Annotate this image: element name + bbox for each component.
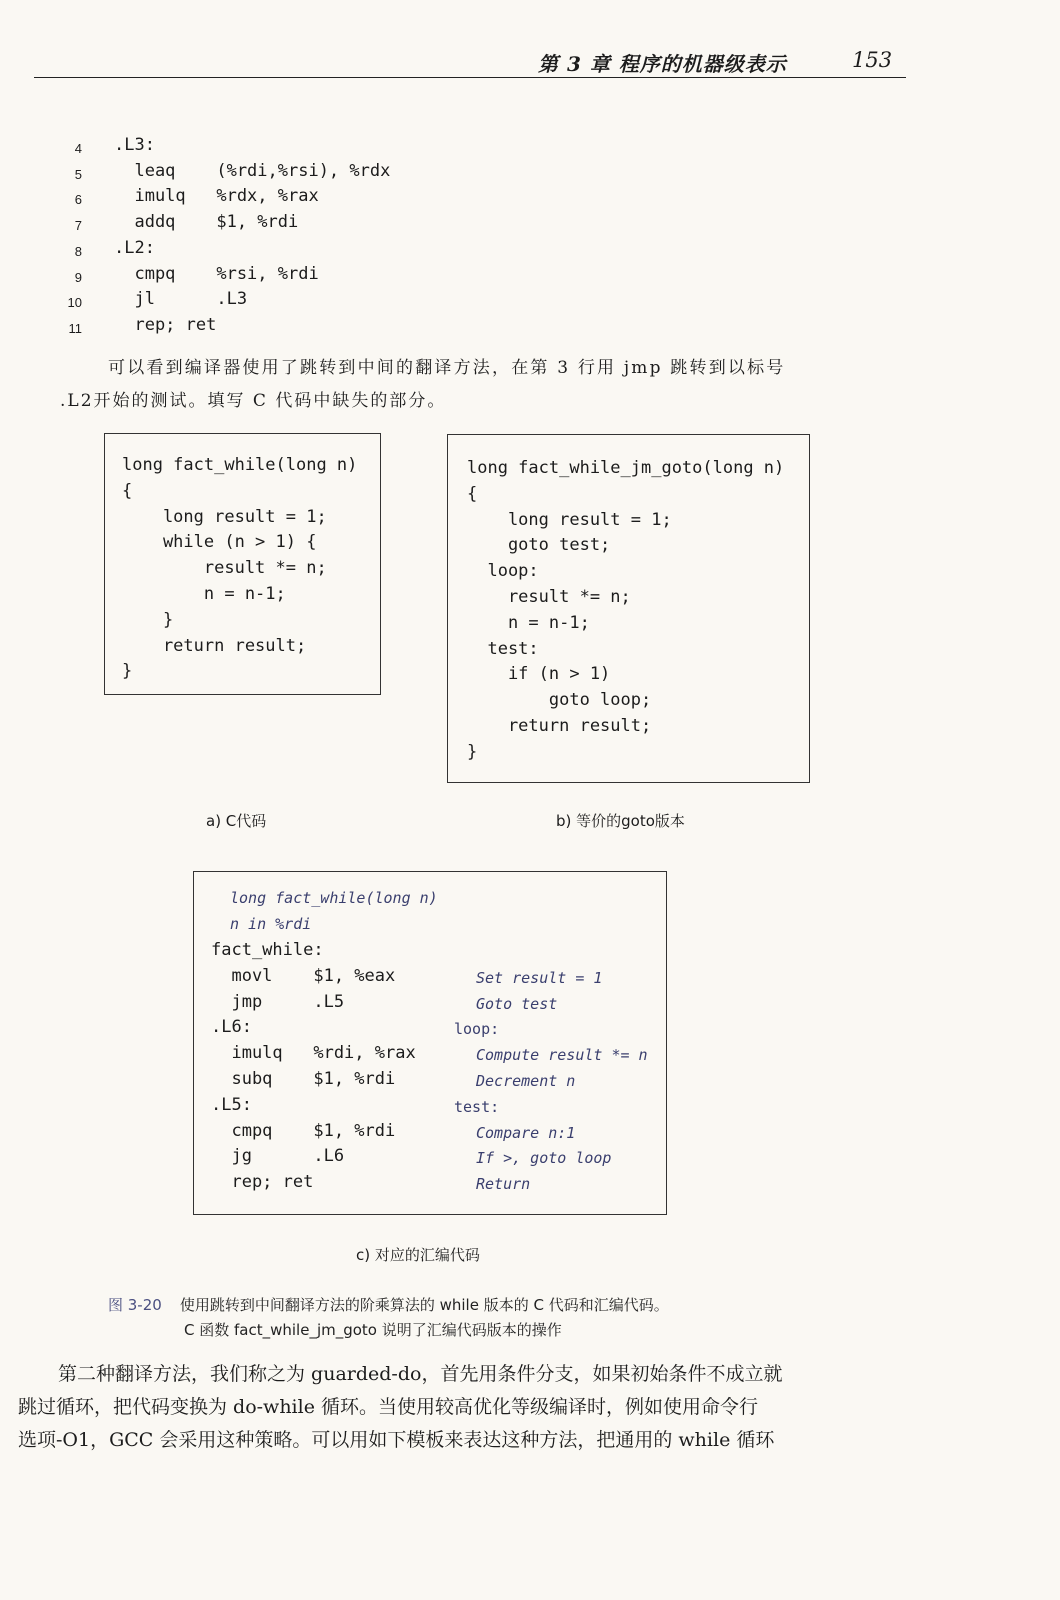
- asm-comment-label: test:: [454, 1097, 500, 1116]
- panel-c-instructions: [211, 938, 416, 1196]
- line-numbers: [60, 136, 82, 342]
- asm-comment: Set result = 1: [476, 968, 603, 987]
- panel-a-box: [104, 433, 381, 695]
- panel-c-register-comment: n in %rdi: [230, 915, 312, 933]
- line-number: 4: [74, 141, 82, 156]
- page-number: 153: [852, 48, 893, 72]
- line-number: 5: [74, 166, 82, 182]
- panel-b-code: long fact_while_jm_goto(long n) { long result = 1; goto test; loop: result *= n; n = n-1; test: if (n > 1) goto loop; return result; }: [467, 458, 785, 762]
- intro-paragraph-line-2: .L2开始的测试。填写 C 代码中缺失的部分。: [60, 391, 447, 411]
- asm-comment: Compute result *= n: [476, 1046, 648, 1065]
- asm-comment: If >, goto loop: [476, 1149, 612, 1168]
- panel-a-caption: a) C代码: [206, 812, 267, 830]
- panel-c-caption: c) 对应的汇编代码: [356, 1246, 480, 1264]
- figure-caption: [108, 1293, 669, 1343]
- asm-comment: Decrement n: [476, 1071, 576, 1090]
- line-number: 9: [74, 269, 82, 285]
- panel-c-comments: [454, 940, 648, 1198]
- figure-number: 图 3-20: [108, 1296, 162, 1314]
- panel-c-box: [193, 871, 667, 1215]
- figure-caption-line-2: C 函数 fact_while_jm_goto 说明了汇编代码版本的操作: [184, 1321, 562, 1339]
- line-number: 10: [67, 295, 82, 311]
- assembly-listing: .L3: leaq (%rdi,%rsi), %rdx imulq %rdx, %rax addq $1, %rdi .L2: cmpq %rsi, %rdi jl .L3 rep; ret: [114, 135, 391, 335]
- body-paragraph: [18, 1358, 898, 1457]
- asm-comment: Goto test: [476, 994, 558, 1013]
- asm-line: rep; ret: [211, 1172, 314, 1193]
- panel-b-box: [447, 434, 810, 783]
- panel-a-code: long fact_while(long n) { long result = 1; while (n > 1) { result *= n; n = n-1; } return result; }: [122, 455, 358, 682]
- panel-c-signature-comment: long fact_while(long n): [230, 889, 438, 907]
- body-line: 选项-O1，GCC 会采用这种策略。可以用如下模板来表达这种方法，把通用的 while 循环: [18, 1429, 775, 1451]
- asm-comment: Compare n:1: [476, 1123, 576, 1142]
- asm-line: jg .L6: [211, 1146, 345, 1167]
- asm-line: jmp .L5: [211, 991, 345, 1012]
- body-line: 跳过循环，把代码变换为 do-while 循环。当使用较高优化等级编译时，例如使用命令行: [18, 1396, 759, 1418]
- asm-line: .L6:: [211, 1017, 252, 1038]
- body-line: 第二种翻译方法，我们称之为 guarded-do，首先用条件分支，如果初始条件不成立就: [58, 1363, 783, 1385]
- figure-caption-line-1: 使用跳转到中间翻译方法的阶乘算法的 while 版本的 C 代码和汇编代码。: [179, 1296, 669, 1314]
- asm-line: fact_while:: [211, 940, 324, 960]
- asm-line: movl $1, %eax: [211, 965, 396, 986]
- asm-line: subq $1, %rdi: [211, 1068, 396, 1089]
- line-number: 8: [74, 243, 82, 259]
- asm-line: imulq %rdi, %rax: [211, 1043, 416, 1064]
- line-number: 7: [74, 218, 82, 234]
- intro-paragraph-line-1: 可以看到编译器使用了跳转到中间的翻译方法，在第 3 行用 jmp 跳转到以标号: [108, 358, 786, 378]
- asm-comment: Return: [476, 1175, 531, 1194]
- running-head: 第 3 章 程序的机器级表示: [538, 52, 787, 76]
- line-number: 6: [74, 192, 82, 208]
- asm-line: cmpq $1, %rdi: [211, 1120, 396, 1141]
- asm-comment: [454, 940, 648, 966]
- asm-comment-label: loop:: [454, 1020, 500, 1039]
- header-rule: [34, 77, 906, 78]
- line-number: 11: [68, 320, 82, 336]
- panel-b-caption: b) 等价的goto版本: [556, 812, 685, 830]
- asm-line: .L5:: [211, 1094, 252, 1115]
